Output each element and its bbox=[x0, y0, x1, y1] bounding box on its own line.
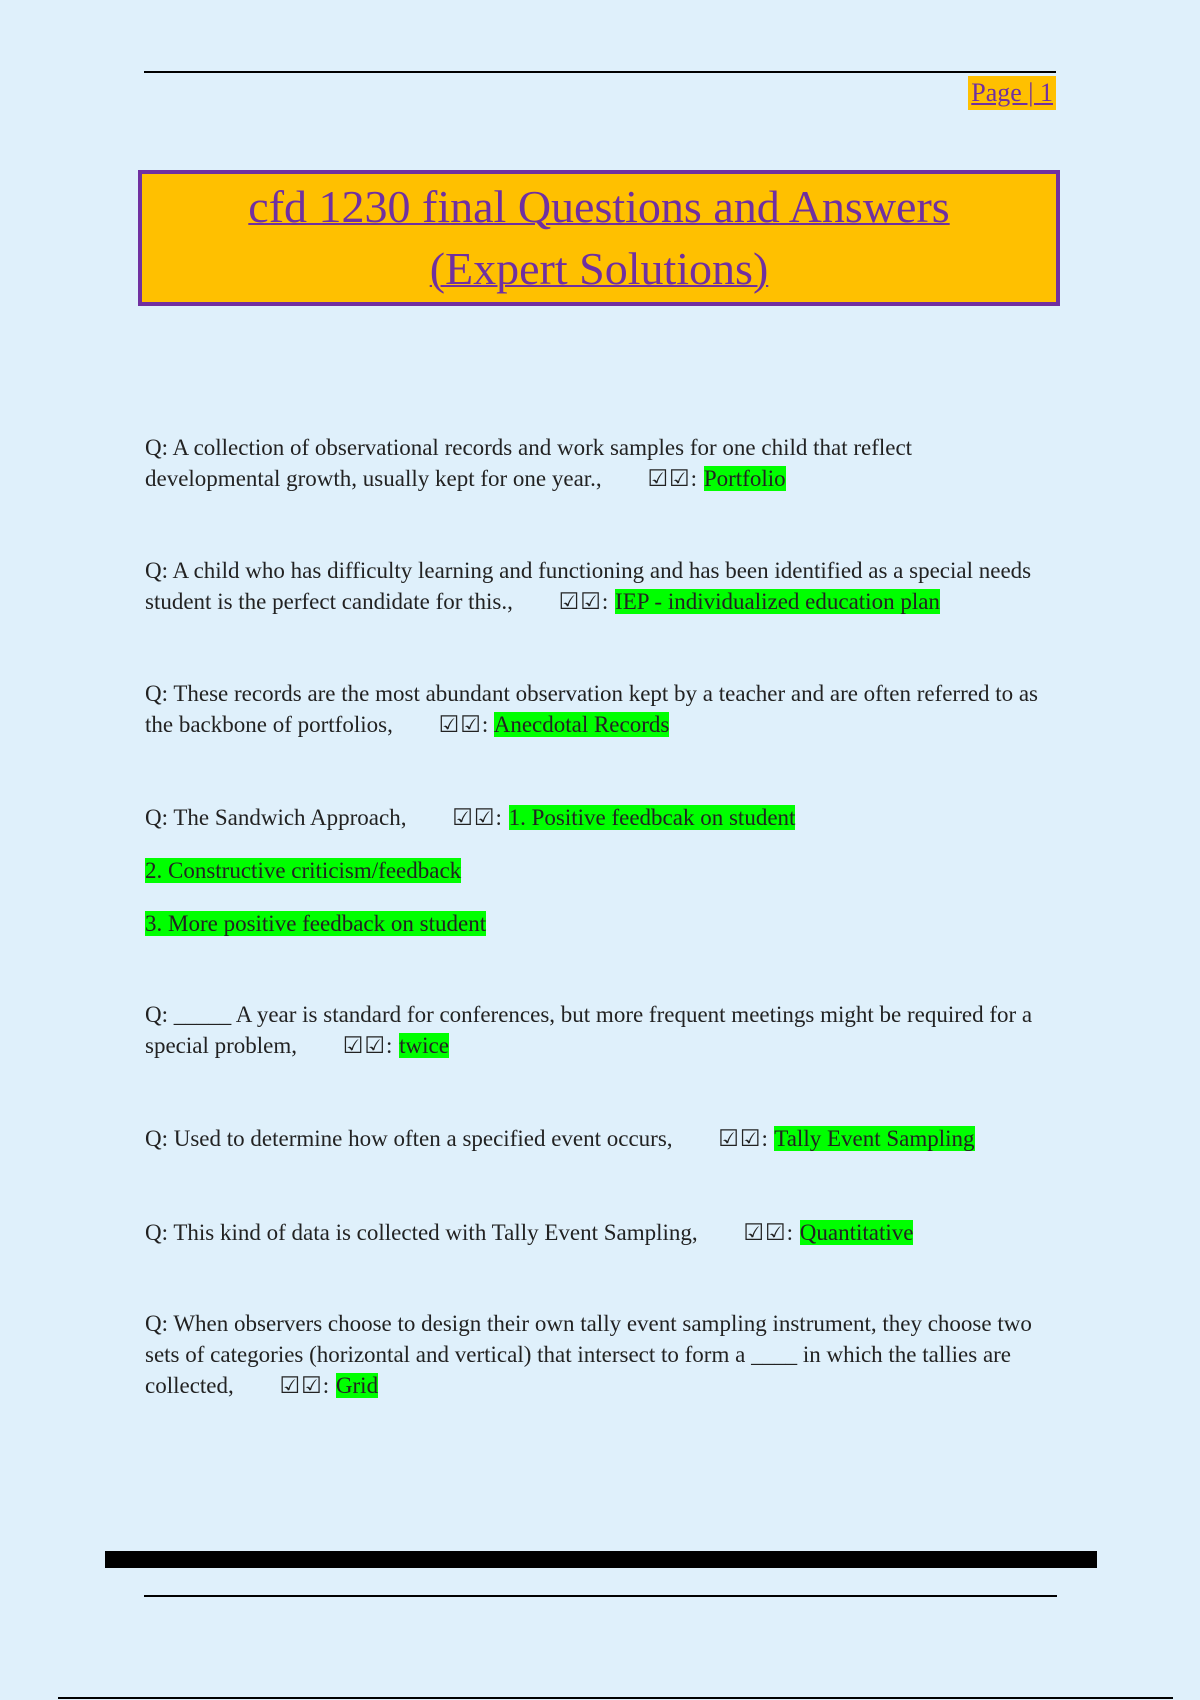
check-icon: ☑☑: bbox=[647, 466, 699, 491]
check-icon: ☑☑: bbox=[438, 712, 490, 737]
document-title bbox=[142, 176, 1056, 300]
answer-text: 2. Constructive criticism/feedback bbox=[145, 858, 462, 883]
answer-text: Anecdotal Records bbox=[493, 712, 670, 737]
check-icon: ☑☑: bbox=[558, 589, 610, 614]
check-icon: ☑☑: bbox=[279, 1373, 331, 1398]
answer-text: Portfolio bbox=[703, 466, 786, 491]
qa-item bbox=[145, 1217, 1045, 1248]
answer-text: IEP - individualized education plan bbox=[615, 589, 940, 614]
check-icon: ☑☑: bbox=[743, 1220, 795, 1245]
page-number: Page | 1 bbox=[968, 76, 1056, 110]
qa-item bbox=[145, 1123, 1045, 1154]
question-text: Q: These records are the most abundant observation kept by a teacher and are often referred to as the backbone of portfolios, bbox=[145, 681, 1039, 737]
check-icon: ☑☑: bbox=[718, 1126, 769, 1151]
answer-text: twice bbox=[399, 1033, 449, 1058]
qa-item bbox=[145, 999, 1045, 1061]
question-text: Q: When observers choose to design their own tally event sampling instrument, they choose two sets of categories (horizontal and vertical) that intersect to form a ____ in which the tallies are collected, bbox=[145, 1311, 1032, 1398]
qa-item bbox=[145, 432, 1045, 494]
question-text: Q: The Sandwich Approach, bbox=[145, 805, 407, 830]
question-text: Q: This kind of data is collected with Tally Event Sampling, bbox=[145, 1220, 698, 1245]
qa-item bbox=[145, 555, 1045, 617]
footer-thick-rule bbox=[105, 1551, 1097, 1568]
qa-item bbox=[145, 678, 1045, 740]
answer-text: 3. More positive feedback on student bbox=[145, 911, 487, 936]
title-box bbox=[138, 170, 1060, 306]
answer-text: Quantitative bbox=[799, 1220, 914, 1245]
answer-extra-line bbox=[145, 855, 1045, 886]
qa-item bbox=[145, 1308, 1045, 1401]
check-icon: ☑☑: bbox=[342, 1033, 394, 1058]
page-bottom-rule bbox=[58, 1697, 1173, 1699]
footer-thin-rule bbox=[144, 1595, 1057, 1597]
answer-extra-line bbox=[145, 908, 1045, 939]
question-text: Q: _____ A year is standard for conferences, but more frequent meetings might be required for a special problem, bbox=[145, 1002, 1033, 1058]
check-icon: ☑☑: bbox=[452, 805, 503, 830]
answer-text: Grid bbox=[335, 1373, 379, 1398]
question-text: Q: A child who has difficulty learning and functioning and has been identified as a special needs student is the perfect candidate for this., bbox=[145, 558, 1032, 614]
qa-list bbox=[145, 432, 1045, 1401]
qa-item bbox=[145, 802, 1045, 939]
answer-text: 1. Positive feedbcak on student bbox=[508, 805, 796, 830]
question-text: Q: Used to determine how often a specified event occurs, bbox=[145, 1126, 673, 1151]
header-rule bbox=[144, 71, 1056, 73]
question-text: Q: A collection of observational records and work samples for one child that reflect developmental growth, usually kept for one year., bbox=[145, 435, 913, 491]
answer-text: Tally Event Sampling bbox=[774, 1126, 975, 1151]
title-line-2: (Expert Solutions) bbox=[429, 243, 769, 294]
title-line-1: cfd 1230 final Questions and Answers bbox=[248, 181, 950, 232]
